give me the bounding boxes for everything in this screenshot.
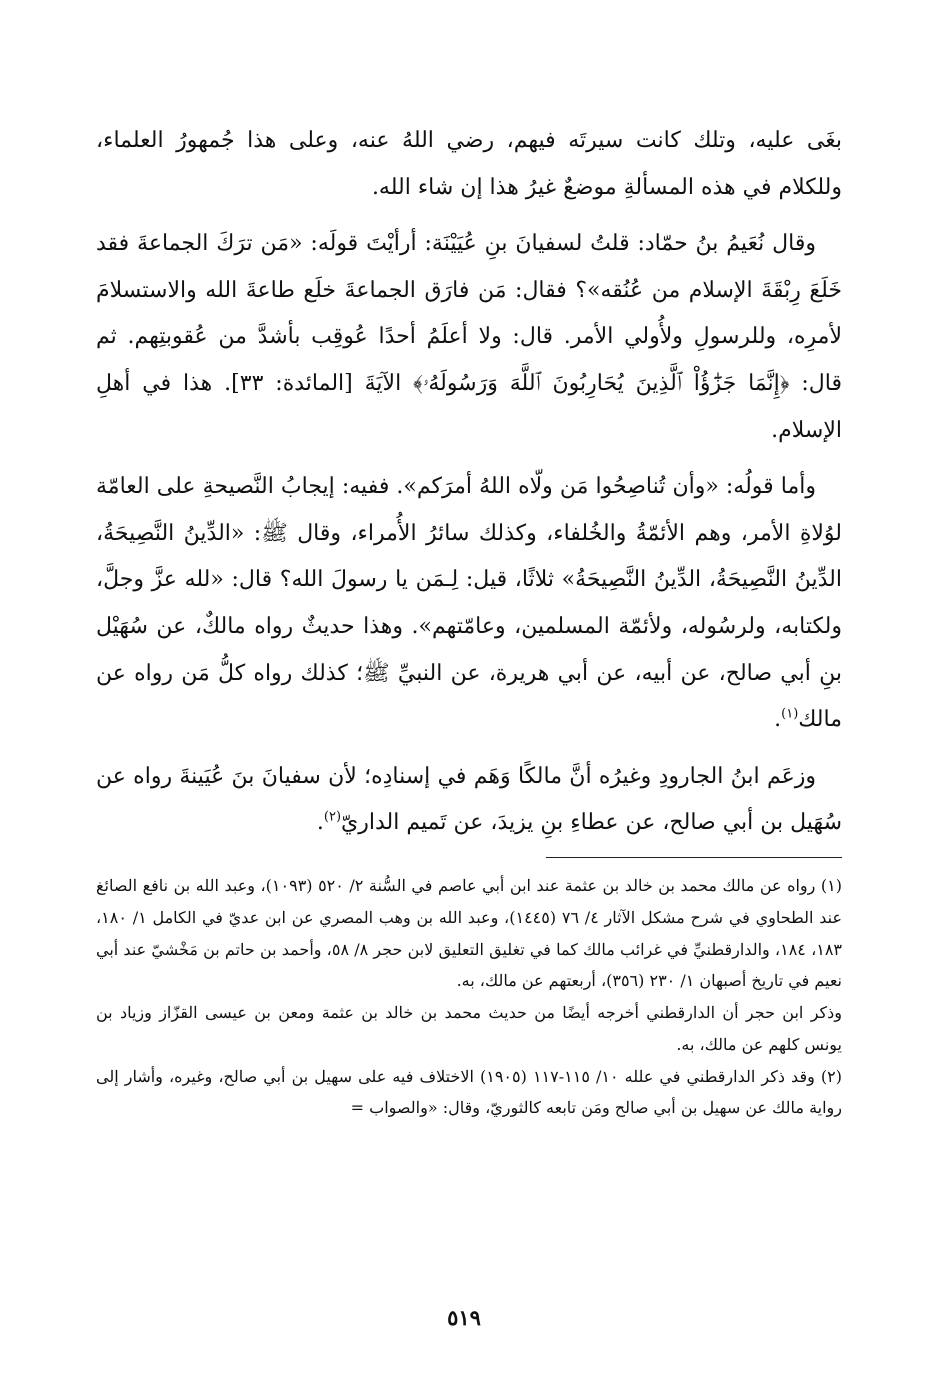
paragraph-2: وقال نُعَيمُ بنُ حمّاد: قلتُ لسفيانَ بنِ عُيَيْنَة: أرأيْتَ قولَه: «مَن ترَكَ الجماعةَ فقد خَلَعَ رِبْقَةَ الإسلام من عُنُقه»؟ فقال: مَن فارَق الجماعةَ خلَع طاعةَ الله والاستسلامَ لأمرِه، وللرسولِ ولأُولي الأمر. قال: ولا أعلَمُ أحدًا عُوقِب بأشدَّ من عُقوبتِهم. ثم قال: ﴿إِنَّمَا جَزَٰٓؤُاْ ٱلَّذِينَ يُحَارِبُونَ ٱللَّهَ وَرَسُولَهُۥ﴾ الآيَةَ [المائدة: ٣٣]. هذا في أهلِ الإسلام. (96, 231, 842, 443)
paragraph-3-end: . (774, 707, 782, 733)
paragraph-3 (96, 464, 842, 744)
footnote-1-continuation: وذكر ابن حجر أن الدارقطني أخرجه أيضًا من حديث محمد بن خالد بن عثمة ومعن بن عيسى القزّاز وزياد بن يونس كلهم عن مالك، به. (96, 1003, 842, 1054)
paragraph-3-text: وأما قولُه: «وأن تُناصِحُوا مَن ولّاه اللهُ أمرَكم». ففيه: إيجابُ النَّصيحةِ على العامّة لوُلاةِ الأمر، وهم الأئمّةُ والخُلفاء، وكذلك سائرُ الأُمراء، وقال ﷺ: «الدِّينُ النَّصِيحَةُ، الدِّينُ النَّصِيحَةُ، الدِّينُ النَّصِيحَةُ» ثلاثًا، قيل: لِـمَن يا رسولَ الله؟ قال: «لله عزَّ وجلَّ، ولكتابه، ولرسُوله، ولأئمّة المسلمين، وعامّتهم». وهذا حديثٌ رواه مالكٌ، عن سُهَيْل بنِ أبي صالح، عن أبيه، عن أبي هريرة، عن النبيِّ ﷺ؛ كذلك رواه كلُّ مَن رواه عن مالك (96, 474, 842, 733)
paragraph-4 (96, 754, 842, 847)
footnote-ref-2[interactable]: (٢) (323, 809, 342, 825)
footnote-ref-1[interactable]: (١) (781, 706, 799, 722)
paragraph-1: بغَى عليه، وتلك كانت سيرتَه فيهم، رضي اللهُ عنه، وعلى هذا جُمهورُ العلماء، وللكلام في هذه المسألةِ موضعٌ غيرُ هذا إن شاء الله. (96, 128, 842, 200)
paragraph-4-end: . (316, 810, 324, 836)
book-page (96, 118, 842, 1358)
footnote-1-text: رواه عن مالك محمد بن خالد بن عثمة عند ابن أبي عاصم في السُّنة ٢/ ٥٢٠ (١٠٩٣)، وعبد الله بن نافع الصائغ عند الطحاوي في شرح مشكل الآثار ٤/ ٧٦ (١٤٤٥)، وعبد الله بن وهب المصري عن ابن عديّ في الكامل ١/ ١٨٠، ١٨٣، ١٨٤، والدارقطنيِّ في غرائب مالك كما في تغليق التعليق لابن حجر ٨/ ٥٨، وأحمد بن حاتم بن مَخْشيّ عند أبي نعيم في تاريخ أصبهان ١/ ٢٣٠ (٣٥٦)، أربعتهم عن مالك، به. (96, 875, 843, 991)
footnote-2-text: وقد ذكر الدارقطني في علله ١٠/ ١١٥-١١٧ (١٩٠٥) الاختلاف فيه على سهيل بن أبي صالح، وغيره، وأشار إلى رواية مالك عن سهيل بن أبي صالح ومَن تابعه كالثوريّ، وقال: «والصواب = (96, 1066, 842, 1118)
footnote-separator (546, 857, 842, 858)
paragraph-4-text: وزعَم ابنُ الجارودِ وغيرُه أنَّ مالكًا وَهَم في إسنادِه؛ لأن سفيانَ بنَ عُيَينةَ رواه عن سُهَيل بن أبي صالح، عن عطاءِ بنِ يزيدَ، عن تَميم الداريّ (96, 763, 842, 836)
footnote-2-number: (٢) (820, 1066, 842, 1086)
footnote-1 (96, 870, 842, 997)
main-text (96, 118, 842, 847)
page-number: ٥١٩ (447, 1305, 481, 1330)
footnote-1-number: (١) (820, 875, 843, 895)
footnote-2 (96, 1061, 842, 1125)
footnotes (96, 870, 842, 1124)
